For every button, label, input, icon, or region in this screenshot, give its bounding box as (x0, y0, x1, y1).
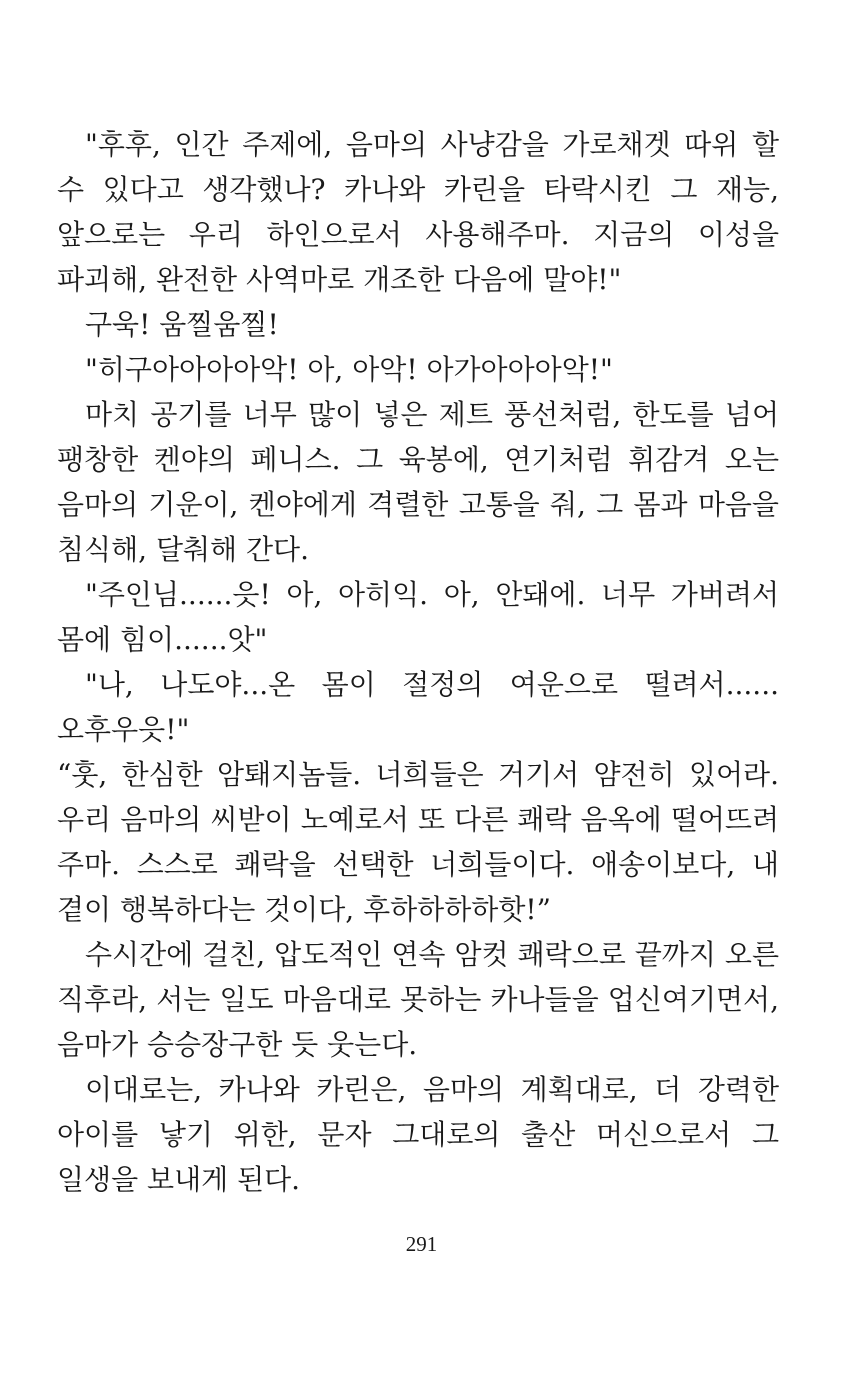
page-number: 291 (405, 1232, 438, 1256)
paragraph: 구욱! 움찔움찔! (85, 308, 279, 341)
body-text (57, 122, 779, 1202)
paragraph: “훗, 한심한 암퇘지놈들. 너희들은 거기서 얌전히 있어라. 우리 음마의 씨받이 노예로서 또 다른 쾌락 음옥에 떨어뜨려 주마. 스스로 쾌락을 선택한 너희들이다. 애송이보다, 내 곁이 행복하다는 것이다, 후하하하하핫!” (57, 758, 779, 926)
paragraph: "후후, 인간 주제에, 음마의 사냥감을 가로채겟 따위 할 수 있다고 생각했나? 카나와 카린을 타락시킨 그 재능, 앞으로는 우리 하인으로서 사용해주마. 지금의 이성을 파괴해, 완전한 사역마로 개조한 다음에 말야!" (57, 128, 779, 296)
paragraph: 이대로는, 카나와 카린은, 음마의 계획대로, 더 강력한 아이를 낳기 위한, 문자 그대로의 출산 머신으로서 그 일생을 보내게 된다. (57, 1073, 779, 1196)
paragraph: "주인님......읏! 아, 아히익. 아, 안돼에. 너무 가버려서 몸에 힘이......앗" (57, 578, 779, 656)
paragraph: 수시간에 걸친, 압도적인 연속 암컷 쾌락으로 끝까지 오른 직후라, 서는 일도 마음대로 못하는 카나들을 업신여기면서, 음마가 승승장구한 듯 웃는다. (57, 938, 779, 1061)
paragraph: 마치 공기를 너무 많이 넣은 제트 풍선처럼, 한도를 넘어 팽창한 켄야의 페니스. 그 육봉에, 연기처럼 휘감겨 오는 음마의 기운이, 켄야에게 격렬한 고통을 줘, 그 몸과 마음을 침식해, 달춰해 간다. (57, 398, 779, 566)
paragraph: "히구아아아아악! 아, 아악! 아가아아아악!" (85, 353, 613, 386)
paragraph: "나, 나도야...온 몸이 절정의 여운으로 떨려서......오후우읏!" (57, 668, 779, 746)
